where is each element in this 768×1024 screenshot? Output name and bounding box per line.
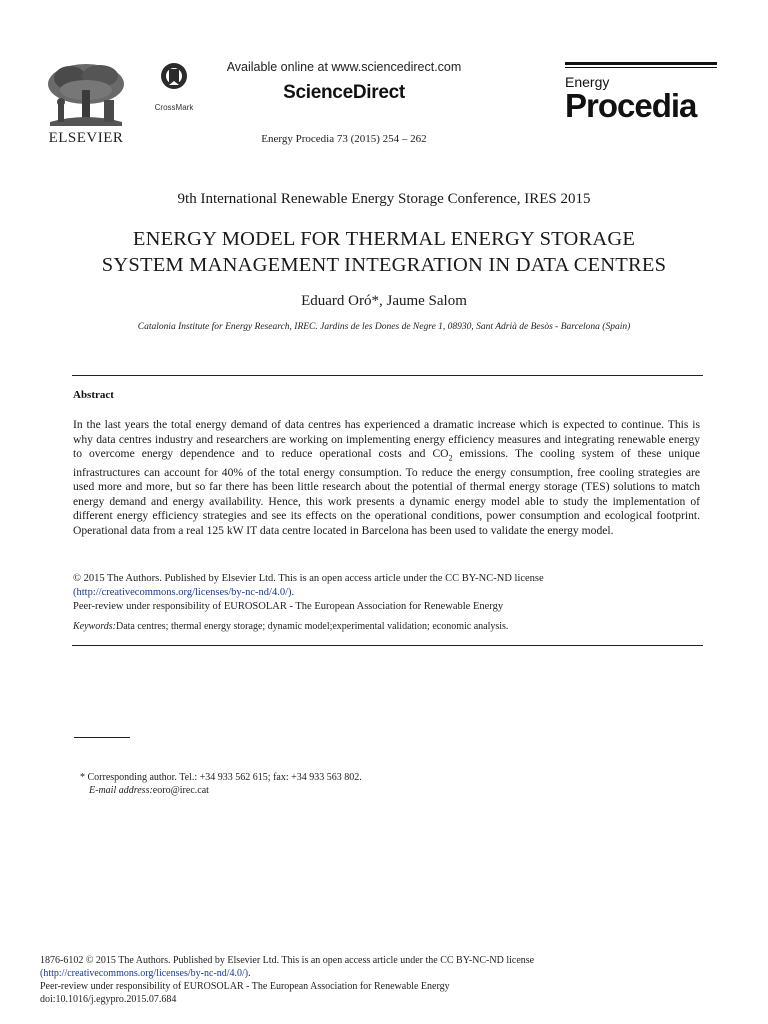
elsevier-tree-icon [40, 60, 132, 128]
abstract-text-part-2: emissions. The cooling system of these unique infrastructures can account for 40% of the total energy consumption. To reduce the energy consumption, free cooling strategies are used more and more, but so far there has been little research about the potential of thermal energy storage (TES) solutions to match energy demand and energy availability. Hence, this work presents a dynamic energy model able to study the implementation of different energy efficiency strategies and see its effects on the operational conditions, power consumption and ecological footprint. Operational data from a real 125 kW IT data centre located in Barcelona has been used to validate the energy model. [73, 447, 700, 537]
journal-name-procedia: Procedia [565, 87, 697, 124]
keywords [73, 621, 700, 632]
keywords-label: Keywords: [73, 621, 116, 632]
license-link[interactable]: (http://creativecommons.org/licenses/by-nc-nd/4.0/) [73, 587, 292, 598]
crossmark-label: CrossMark [154, 103, 194, 112]
issn-line: 1876-6102 © 2015 The Authors. Published by Elsevier Ltd. This is an open access article under the CC BY-NC-ND license [40, 955, 535, 966]
crossmark-icon [160, 62, 188, 96]
paper-title-line-1: ENERGY MODEL FOR THERMAL ENERGY STORAGE [132, 228, 636, 250]
journal-logo [565, 62, 717, 124]
elsevier-logo [40, 60, 132, 150]
abstract-bottom-rule [72, 645, 703, 646]
bottom-peer-review-line: Peer-review under responsibility of EUROSOLAR - The European Association for Renewable Energy [40, 981, 450, 992]
email-label: E-mail address: [89, 785, 153, 796]
paper-title [40, 226, 728, 278]
conference-name: 9th International Renewable Energy Storage Conference, IRES 2015 [177, 191, 591, 207]
license-notice [73, 572, 700, 614]
license-line: © 2015 The Authors. Published by Elsevier Ltd. This is an open access article under the CC BY-NC-ND license [73, 573, 544, 584]
author-affiliation: Catalonia Institute for Energy Research, IREC. Jardins de les Dones de Negre 1, 08930, Sant Adrià de Besòs - Barcelona (Spain) [137, 322, 631, 332]
journal-logo-rule-thin [565, 67, 717, 68]
paper-title-line-2: SYSTEM MANAGEMENT INTEGRATION IN DATA CENTRES [101, 254, 667, 276]
journal-citation: Energy Procedia 73 (2015) 254 – 262 [261, 133, 427, 145]
doi-line: doi:10.1016/j.egypro.2015.07.684 [40, 994, 177, 1005]
abstract-top-rule [72, 375, 703, 376]
abstract-text-part-1: In the last years the total energy demand of data centres has experienced a dramatic increase which is expected to continue. This is why data centres industry and researchers are working on implementing energy efficiency measures and integrating renewable energy to overcome energy dependence and to reduce operational costs and CO [73, 418, 700, 460]
author-list: Eduard Oró*, Jaume Salom [301, 293, 467, 309]
bottom-copyright [40, 954, 740, 1006]
abstract-subscript: 2 [448, 453, 453, 463]
sciencedirect-logo: ScienceDirect [283, 82, 405, 103]
email-line [80, 784, 680, 797]
journal-logo-rule-top [565, 62, 717, 65]
crossmark-badge[interactable] [146, 62, 202, 112]
license-link-line [73, 586, 700, 600]
license-link-tail: . [291, 587, 295, 598]
journal-name-energy: Energy [565, 74, 610, 90]
bottom-license-line [40, 967, 740, 980]
keywords-text: Data centres; thermal energy storage; dynamic model;experimental validation; economic analysis. [115, 621, 509, 632]
abstract-heading: Abstract [73, 389, 114, 401]
email-address[interactable]: eoro@irec.cat [152, 785, 209, 796]
peer-review-line: Peer-review under responsibility of EUROSOLAR - The European Association for Renewable Energy [73, 601, 504, 612]
bottom-license-tail: . [248, 968, 251, 979]
corresponding-author-note: * Corresponding author. Tel.: +34 933 562 615; fax: +34 933 563 802. [80, 772, 362, 783]
elsevier-wordmark: ELSEVIER [48, 130, 124, 146]
footnote [80, 771, 680, 797]
footnote-rule [74, 737, 130, 738]
bottom-license-link[interactable]: (http://creativecommons.org/licenses/by-nc-nd/4.0/) [40, 968, 249, 979]
available-online-text: Available online at www.sciencedirect.com [226, 60, 462, 74]
abstract-body [73, 418, 700, 538]
